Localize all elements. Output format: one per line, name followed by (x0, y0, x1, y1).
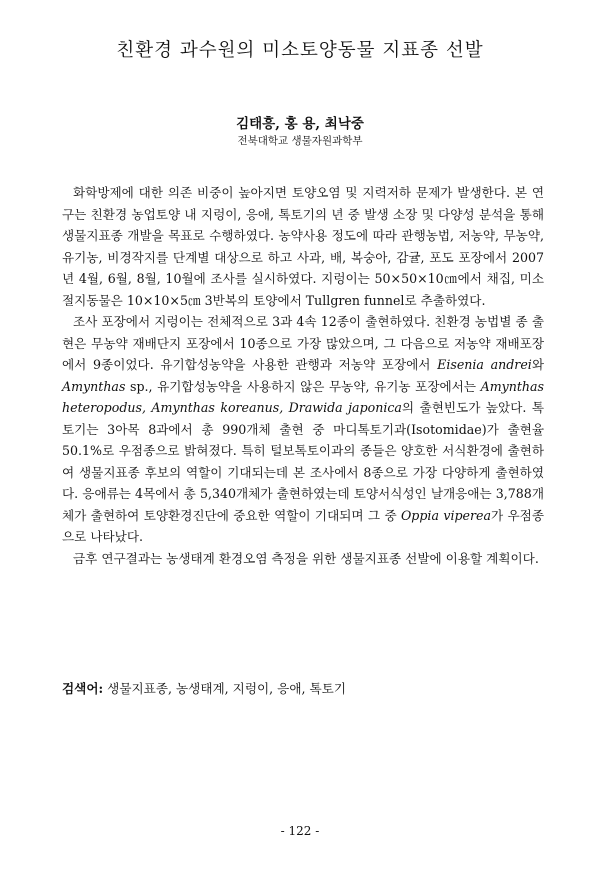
keywords-line (62, 678, 544, 699)
species-name: Amynthas (62, 378, 126, 394)
paragraph-text: 화학방제에 대한 의존 비중이 높아지면 토양오염 및 지력저하 문제가 발생한다. 본 연구는 친환경 농업토양 내 지렁이, 응애, 톡토기의 년 중 발생 소장 및 다양성 분석을 통해 생물지표종 개발을 목표로 수행하였다. 농약사용 정도에 따라 관행농법, 저농약, 무농약, 유기농, 비경작지를 단계별 대상으로 하고 사과, 배, 복숭아, 감귤, 포도 포장에서 2007년 4월, 6월, 8월, 10월에 조사를 실시하였다. 지렁이는 50×50×10㎝에서 채집, 미소절지동물은 10×10×5㎝ 3반복의 토양에서 Tullgren funnel로 추출하였다. (62, 185, 544, 308)
abstract-paragraph (62, 548, 544, 570)
paper-title: 친환경 과수원의 미소토양동물 지표종 선발 (116, 40, 484, 61)
species-name: Amynthas heteropodus, Amynthas koreanus, Drawida japonica (62, 378, 544, 415)
affiliation: 전북대학교 생물자원과학부 (237, 135, 363, 147)
paragraph-text: 와 (531, 357, 544, 372)
author-list: 김태흥, 홍 용, 최낙중 (236, 116, 364, 132)
abstract-body (62, 182, 544, 569)
page-number: - 122 - (280, 824, 320, 838)
keywords-label: 검색어: (62, 681, 104, 696)
paragraph-text: 조사 포장에서 지렁이는 전체적으로 3과 4속 12종이 출현하였다. 친환경 농법별 종 출현은 무농약 재배단지 포장에서 10종으로 가장 많았으며, 그 다음으로 저농약 재배포장에서 9종이었다. 유기합성농약을 사용한 관행과 저농약 포장에서 (62, 314, 544, 372)
abstract-paragraph (62, 311, 544, 548)
species-name: Eisenia andrei (437, 357, 532, 372)
paragraph-text: 금후 연구결과는 농생태계 환경오염 측정을 위한 생물지표종 선발에 이용할 계획이다. (73, 550, 539, 566)
paragraph-text: sp., 유기합성농약을 사용하지 않은 무농약, 유기농 포장에서는 (125, 378, 481, 394)
paragraph-text: 가 우점종으로 나타났다. (62, 507, 544, 544)
species-name: Oppia viperea (400, 507, 491, 523)
keywords-list: 생물지표종, 농생태계, 지렁이, 응애, 톡토기 (103, 681, 346, 696)
paragraph-text: 의 출현빈도가 높았다. 톡토기는 3아목 8과에서 총 990개체 출현 중 마디톡토기과(Isotomidae)가 출현율 50.1%로 우점종으로 밝혀졌다. 특히 털보톡토이과의 종들은 양호한 서식환경에 출현하여 생물지표종 후보의 역할이 기대되는데 본 조사에서 8종으로 가장 다양하게 출현하였다. 응애류는 4목에서 총 5,340개체가 출현하였는데 토양서식성인 날개응애는 3,788개체가 출현하여 토양환경진단에 중요한 역할이 기대되며 그 중 (62, 400, 545, 523)
abstract-paragraph (62, 182, 544, 311)
